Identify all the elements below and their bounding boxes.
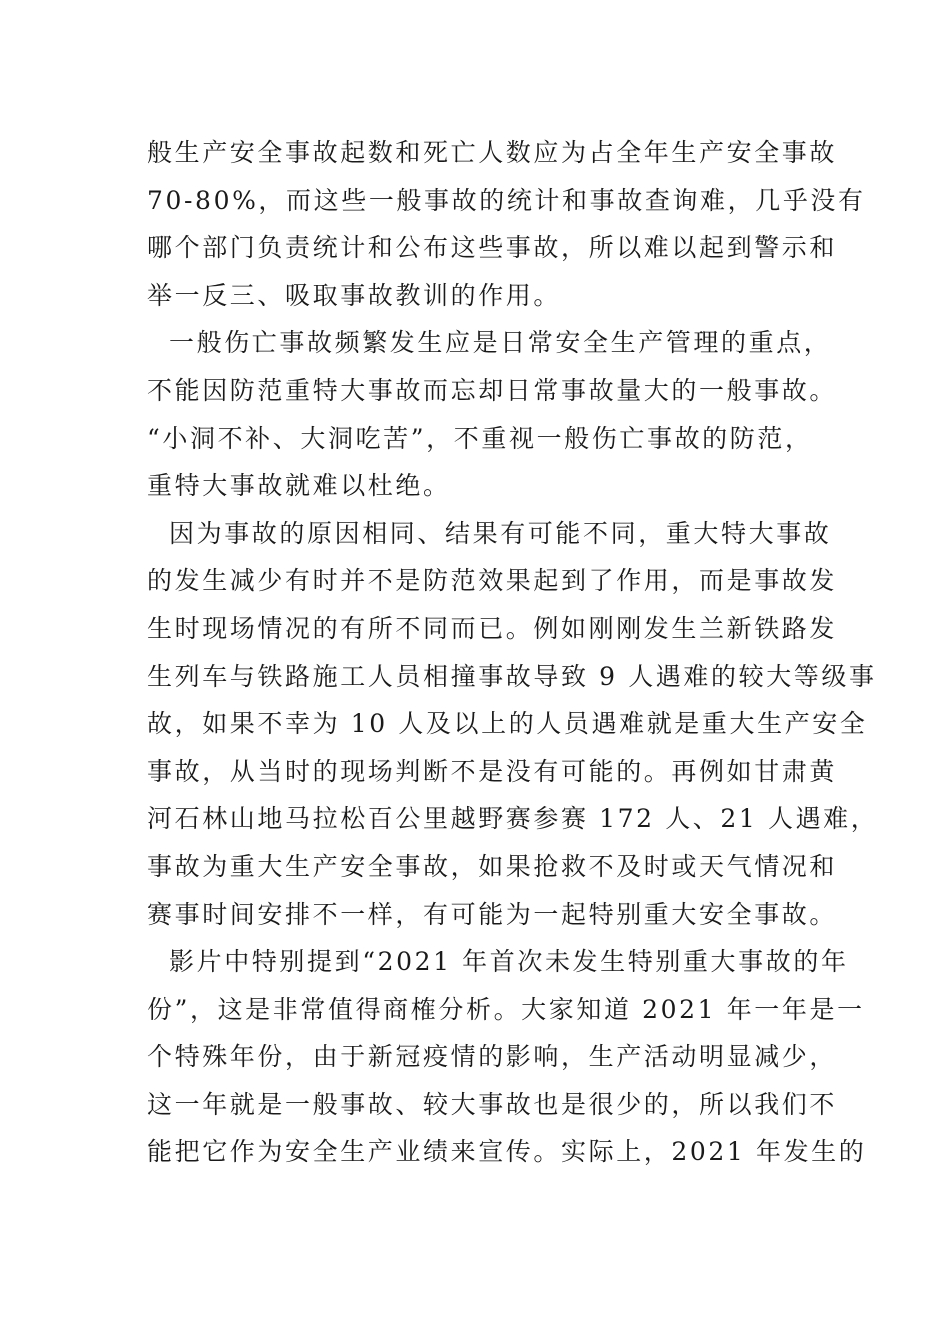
text-line: 生列车与铁路施工人员相撞事故导致 9 人遇难的较大等级事 — [147, 661, 877, 691]
text-line: 般生产安全事故起数和死亡人数应为占全年生产安全事故 — [147, 138, 838, 167]
text-line: 哪个部门负责统计和公布这些事故，所以难以起到警示和 — [147, 233, 838, 263]
text-line: 的发生减少有时并不是防范效果起到了作用，而是事故发 — [147, 566, 838, 596]
text-line: 重特大事故就难以杜绝。 — [147, 471, 451, 501]
text-line: 能把它作为安全生产业绩来宣传。实际上，2021 年发生的 — [147, 1137, 867, 1167]
paragraph-2 — [147, 319, 838, 509]
text-line: 生时现场情况的有所不同而已。例如刚刚发生兰新铁路发 — [147, 613, 838, 643]
text-line: “小洞不补、大洞吃苦”，不重视一般伤亡事故的防范， — [147, 423, 813, 453]
text-line: 事故，从当时的现场判断不是没有可能的。再例如甘肃黄 — [147, 756, 838, 786]
paragraph-3 — [147, 510, 879, 938]
text-line: 事故为重大生产安全事故，如果抢救不及时或天气情况和 — [147, 851, 838, 881]
paragraph-1 — [147, 129, 866, 319]
text-line: 70-80%，而这些一般事故的统计和事故查询难，几乎没有 — [147, 185, 866, 215]
text-line: 个特殊年份，由于新冠疫情的影响，生产活动明显减少， — [147, 1042, 838, 1072]
document-body — [147, 129, 879, 1176]
text-line: 河石林山地马拉松百公里越野赛参赛 172 人、21 人遇难， — [147, 804, 879, 834]
text-line: 赛事时间安排不一样，有可能为一起特别重大安全事故。 — [147, 899, 838, 929]
text-line: 举一反三、吸取事故教训的作用。 — [147, 280, 562, 310]
paragraph-4 — [147, 938, 867, 1176]
text-line: 一般伤亡事故频繁发生应是日常安全生产管理的重点， — [169, 328, 832, 358]
text-line: 这一年就是一般事故、较大事故也是很少的，所以我们不 — [147, 1089, 838, 1119]
text-line: 份”，这是非常值得商榷分析。大家知道 2021 年一年是一 — [147, 994, 865, 1024]
text-line: 因为事故的原因相同、结果有可能不同，重大特大事故 — [169, 518, 832, 548]
text-line: 影片中特别提到“2021 年首次未发生特别重大事故的年 — [169, 947, 849, 977]
text-line: 不能因防范重特大事故而忘却日常事故量大的一般事故。 — [147, 375, 838, 405]
text-line: 故，如果不幸为 10 人及以上的人员遇难就是重大生产安全 — [147, 709, 868, 739]
